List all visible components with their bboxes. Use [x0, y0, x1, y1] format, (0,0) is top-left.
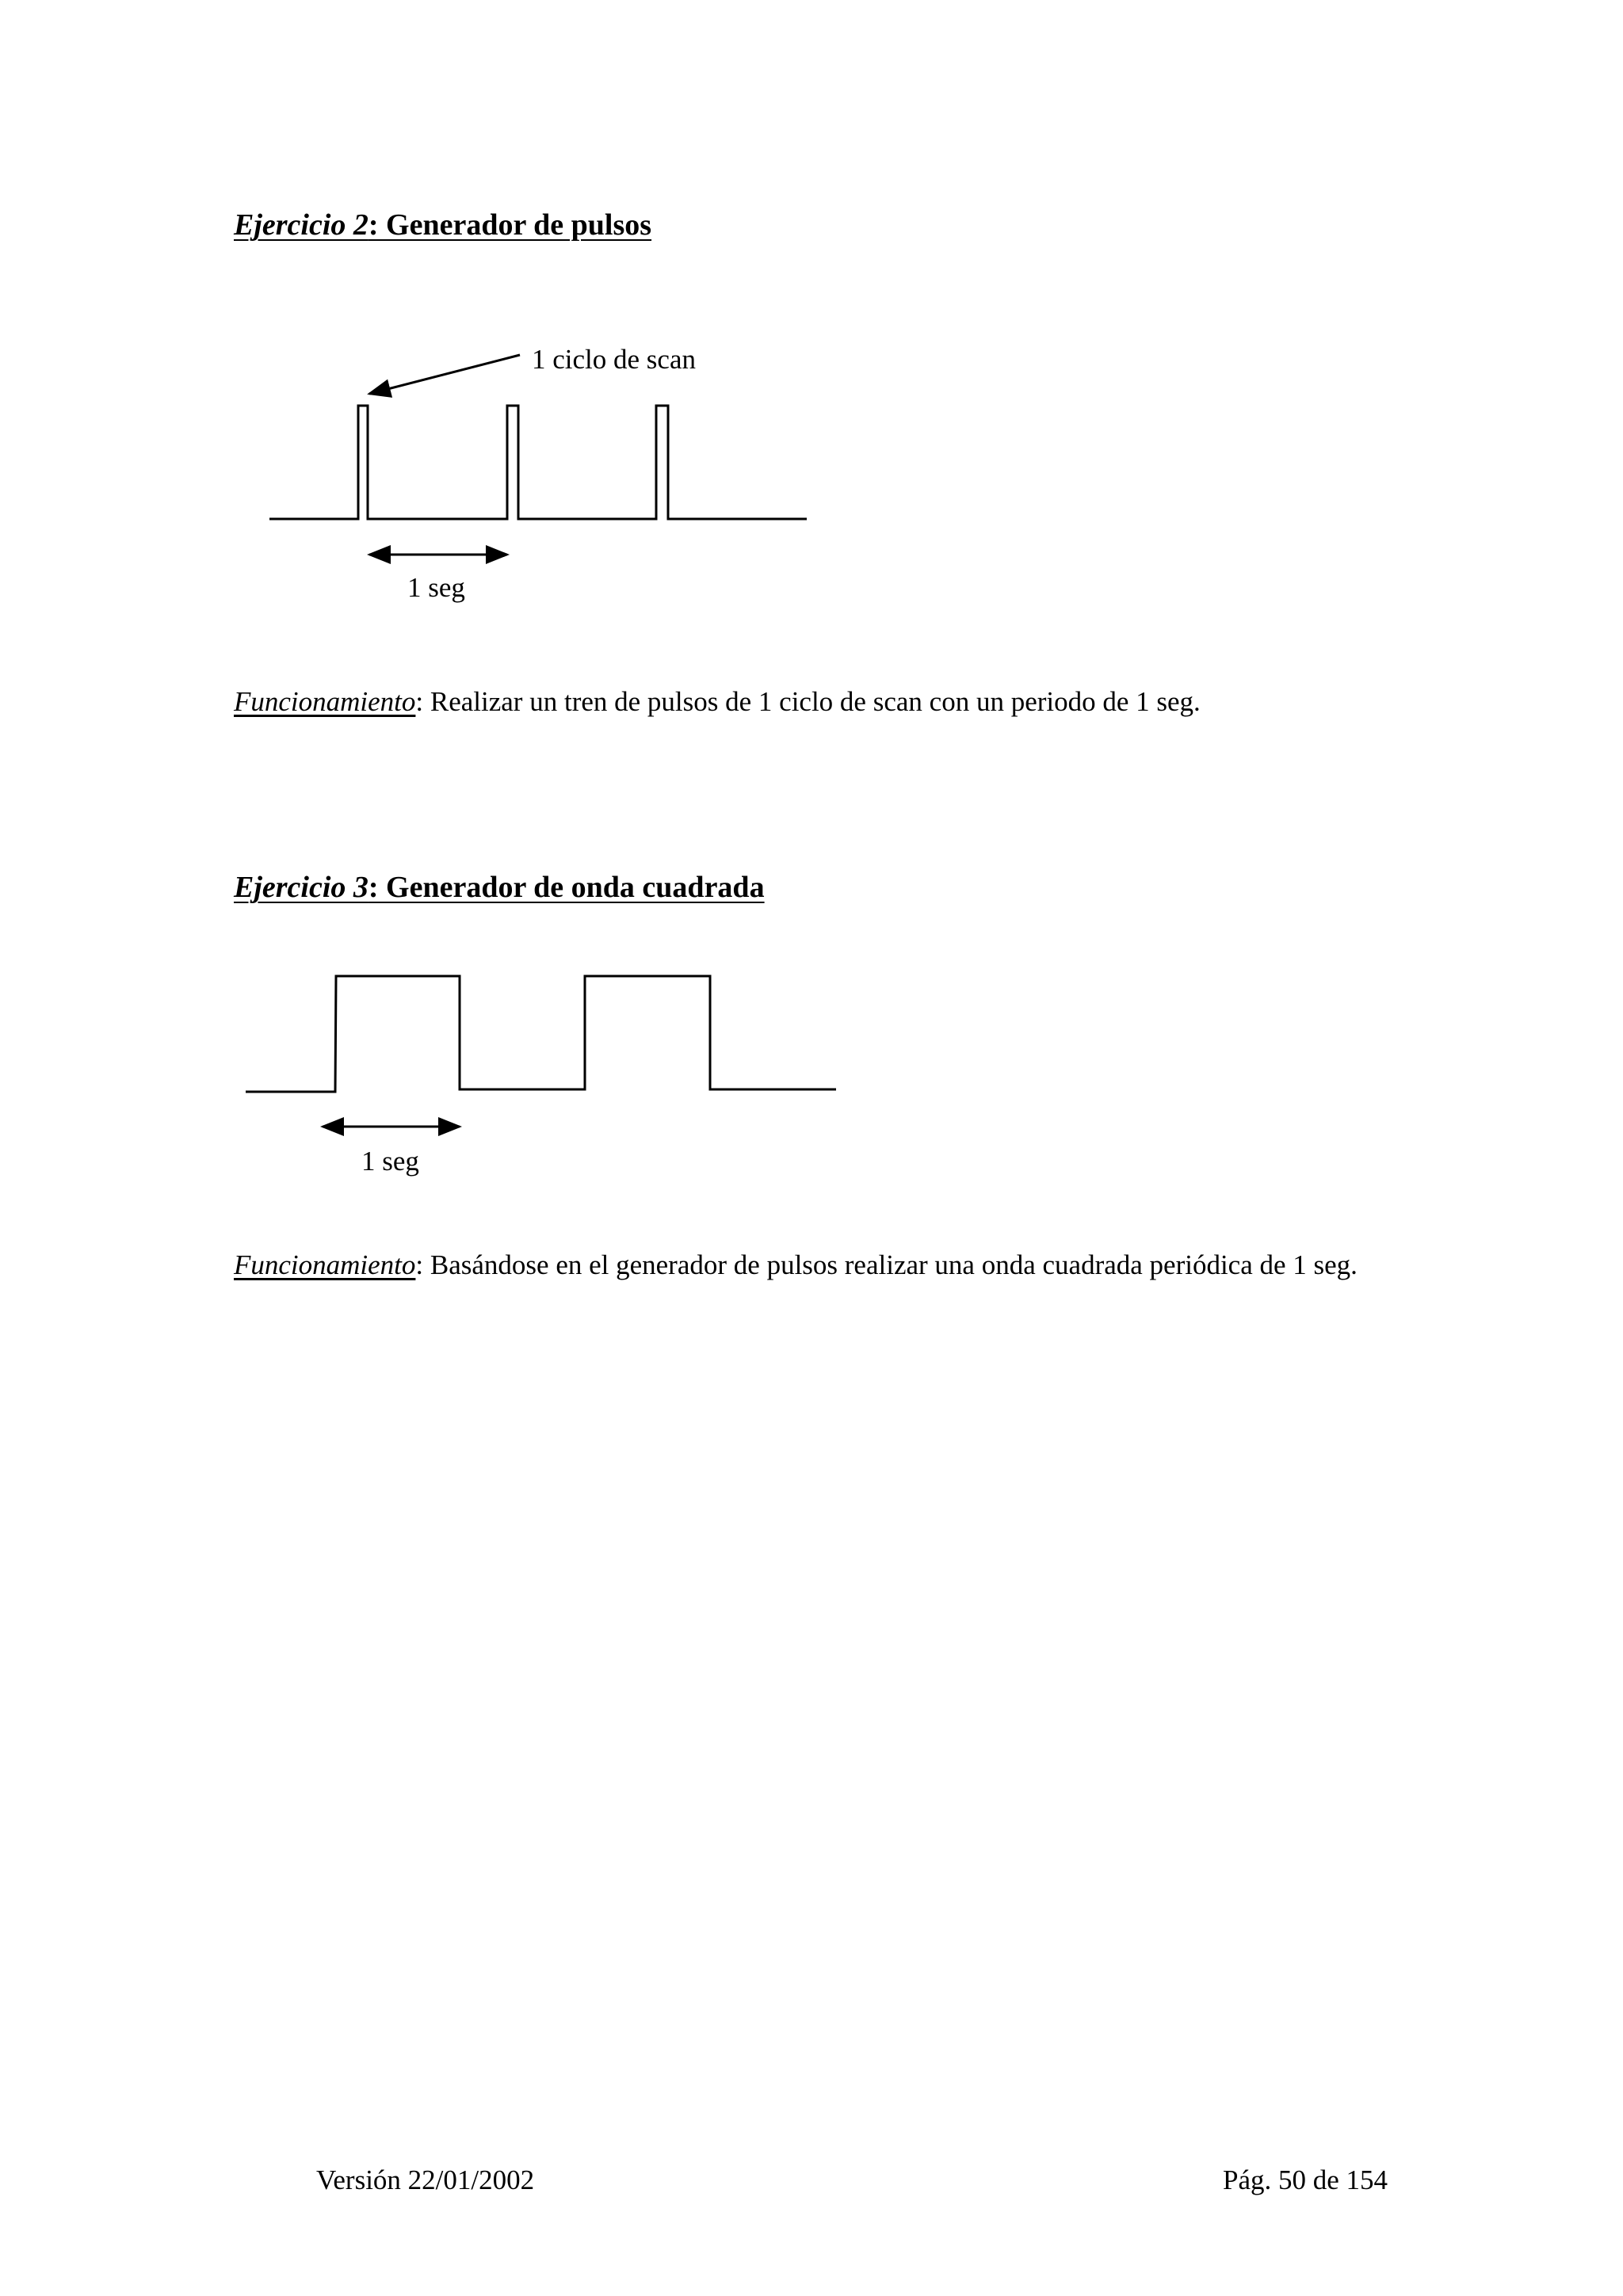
pulse-waveform [269, 406, 807, 519]
scan-cycle-pointer-arrow [369, 355, 520, 394]
exercise-2-label: Ejercicio 2 [234, 208, 369, 242]
exercise-3-description [234, 1248, 1400, 1283]
square-waveform [246, 976, 836, 1092]
exercise-3-heading [234, 870, 765, 905]
footer-page-number: Pág. 50 de 154 [1223, 2164, 1388, 2195]
exercise-2-description-lead: Funcionamiento [234, 686, 416, 717]
scan-cycle-label: 1 ciclo de scan [532, 344, 696, 375]
footer-version: Versión 22/01/2002 [316, 2164, 535, 2195]
exercise-2-description [234, 685, 1399, 719]
exercise-3-description-text: : Basándose en el generador de pulsos realizar una onda cuadrada periódica de 1 seg. [415, 1249, 1358, 1280]
square-period-label: 1 seg [361, 1146, 419, 1177]
exercise-2-description-text: : Realizar un tren de pulsos de 1 ciclo de scan con un periodo de 1 seg. [415, 686, 1201, 717]
exercise-3-label: Ejercicio 3 [234, 871, 369, 904]
exercise-3-description-lead: Funcionamiento [234, 1249, 416, 1280]
exercise-3-title: : Generador de onda cuadrada [368, 871, 765, 904]
exercise-2-title: : Generador de pulsos [368, 208, 652, 242]
pulse-period-label: 1 seg [407, 572, 465, 603]
